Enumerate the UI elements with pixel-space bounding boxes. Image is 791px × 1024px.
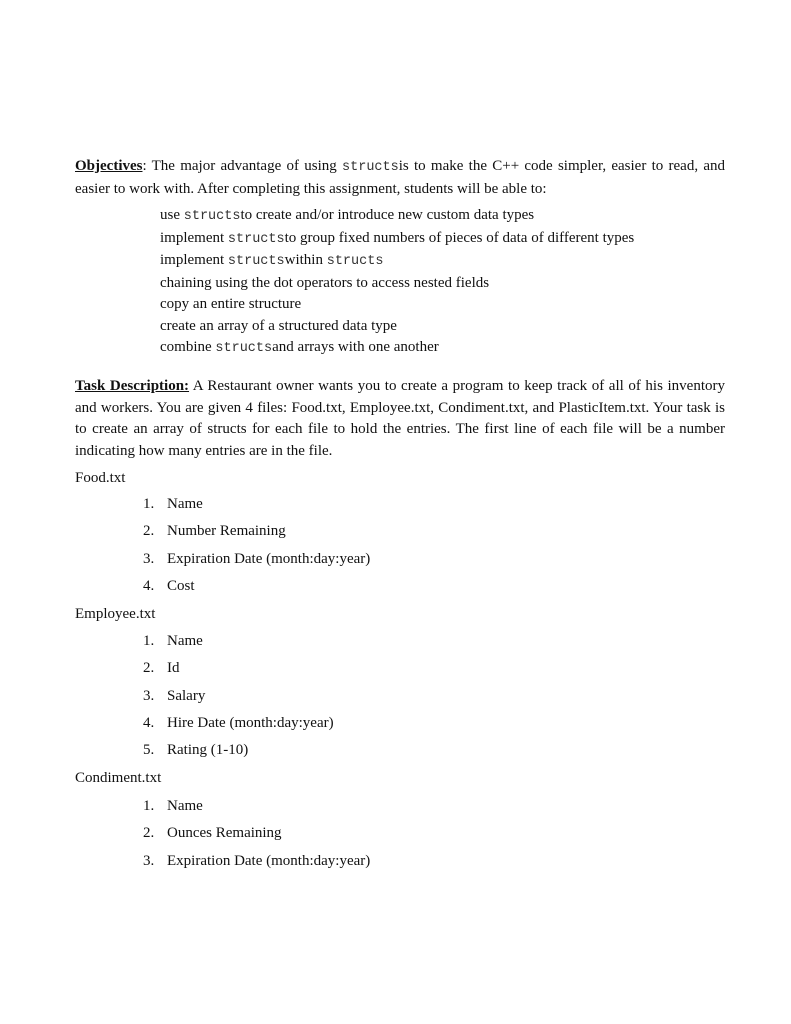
task-description-body: A Restaurant owner wants you to create a program to keep track of all of his inventory and workers. You are given 4 files: Food.txt, Employee.txt, Condiment.txt, and PlasticItem.txt. Your task is to create an array of structs for each file to hold the entries. The first line of each file will be a number indicating how many entries are in the file. [75, 378, 725, 459]
field-number: 2. [143, 825, 155, 842]
field-number: 3. [143, 852, 155, 869]
field-item [143, 631, 334, 658]
objectives-intro-2: is to make the C++ code simpler, easier to read, and easier to work with. After completing this assignment, students will be able to: [75, 158, 725, 197]
objective-item [160, 294, 634, 316]
objective-text: to create and/or introduce new custom data types [240, 207, 535, 223]
objective-text: copy an entire structure [160, 296, 302, 312]
field-number: 1. [143, 496, 155, 512]
objective-item [160, 250, 634, 273]
field-label: Expiration Date (month:day:year) [167, 550, 371, 567]
objective-item [160, 337, 634, 360]
objectives-heading: Objectives [75, 158, 143, 174]
field-label: Name [167, 633, 203, 649]
field-number: 5. [143, 742, 155, 759]
field-number: 3. [143, 687, 155, 704]
field-label: Hire Date (month:day:year) [167, 714, 334, 731]
field-item [143, 796, 370, 823]
objectives-code-structs: structs [342, 160, 399, 175]
objective-item [160, 316, 634, 338]
objectives-list [160, 205, 634, 360]
field-label: Cost [167, 577, 195, 594]
field-number: 2. [143, 660, 155, 677]
field-label: Name [167, 496, 203, 512]
field-label: Name [167, 798, 203, 814]
objective-item [160, 273, 634, 295]
field-number: 4. [143, 577, 155, 594]
objective-item [160, 205, 634, 228]
field-item [143, 713, 334, 740]
field-label: Id [167, 660, 180, 677]
field-item [143, 549, 370, 576]
field-label: Ounces Remaining [167, 825, 282, 842]
objective-text: and arrays with one another [272, 339, 439, 355]
objective-text: create an array of a structured data type [160, 317, 397, 334]
objective-item [160, 228, 634, 251]
objective-text: chaining using the dot operators to access nested fields [160, 274, 490, 291]
file-label-condiment: Condiment.txt [75, 770, 162, 786]
field-label: Rating (1-10) [167, 742, 249, 759]
task-description-heading: Task Description: [75, 378, 190, 394]
objective-text: implement [160, 229, 228, 246]
objective-code: structs [227, 254, 285, 269]
objective-code: structs [227, 231, 285, 247]
objective-text: use [160, 207, 184, 223]
file-label-food: Food.txt [75, 470, 126, 486]
field-number: 2. [143, 523, 155, 540]
field-label: Expiration Date (month:day:year) [167, 852, 371, 869]
objective-text: within [284, 252, 327, 268]
objectives-heading-colon: : [142, 158, 147, 174]
objective-code: structs [183, 209, 241, 224]
field-number: 1. [143, 633, 155, 649]
objective-text: to group fixed numbers of pieces of data of different types [284, 229, 635, 246]
condiment-fields-list [143, 796, 370, 878]
food-fields-list [143, 494, 370, 603]
field-item [143, 521, 370, 548]
field-number: 4. [143, 714, 155, 731]
field-item [143, 576, 370, 603]
objective-code: structs [326, 254, 384, 269]
field-label: Salary [167, 687, 206, 704]
field-label: Number Remaining [167, 523, 286, 540]
field-item [143, 494, 370, 521]
field-item [143, 740, 334, 767]
field-item [143, 851, 370, 878]
objective-text: combine [160, 339, 216, 355]
task-description-paragraph [75, 376, 725, 462]
objective-text: implement [160, 252, 228, 268]
field-number: 3. [143, 550, 155, 567]
field-item [143, 823, 370, 850]
objectives-paragraph [75, 156, 725, 200]
file-label-employee: Employee.txt [75, 606, 156, 622]
field-item [143, 686, 334, 713]
employee-fields-list [143, 631, 334, 767]
objective-code: structs [215, 341, 273, 356]
field-number: 1. [143, 798, 155, 814]
objectives-intro-1: The major advantage of using [146, 158, 343, 174]
field-item [143, 658, 334, 685]
